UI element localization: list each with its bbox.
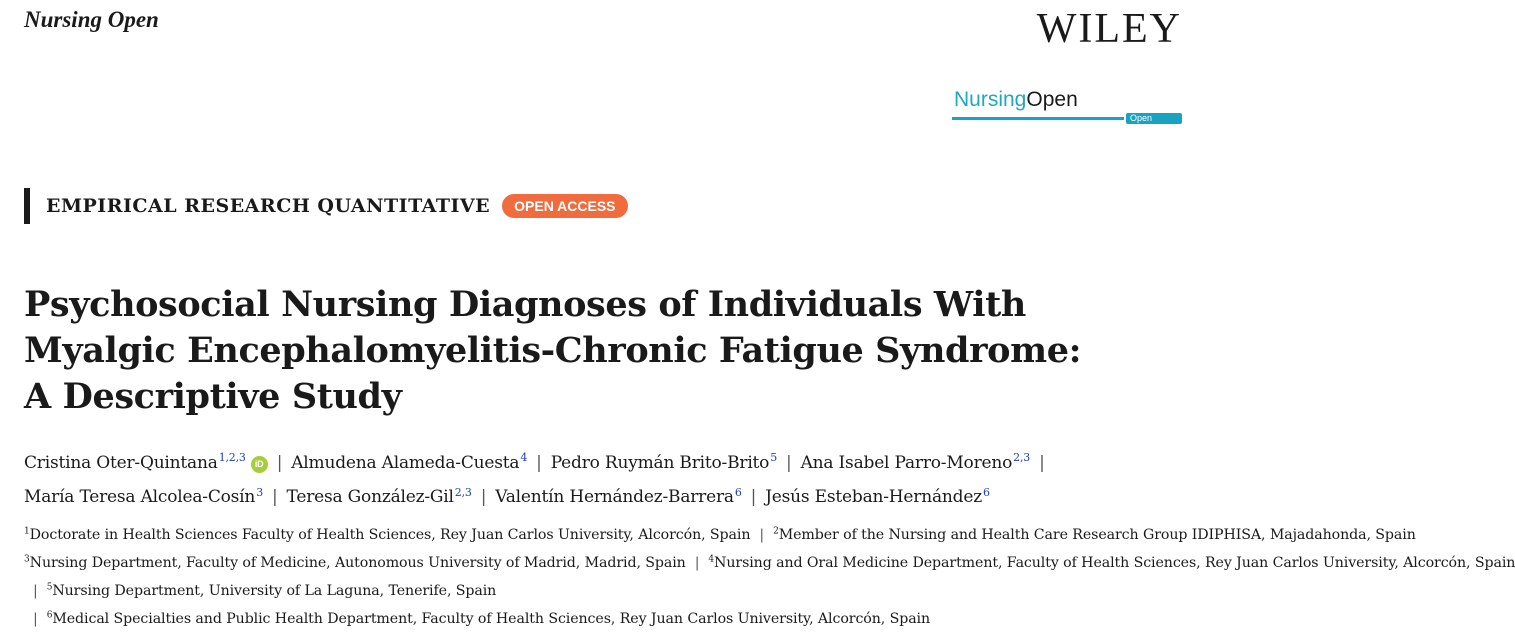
author-separator: | (750, 487, 757, 508)
affiliation (24, 527, 750, 543)
affiliation-separator: | (694, 554, 700, 571)
affiliation-separator: | (33, 611, 38, 628)
affiliation-text: Medical Specialties and Public Health Department, Faculty of Health Sciences, Rey Juan Carlos University, Alcorcón, Spain (52, 611, 931, 628)
author-name-text: Ana Isabel Parro-Moreno (800, 452, 1013, 473)
affiliation (24, 555, 686, 571)
affiliation (708, 555, 1515, 571)
section-bar (24, 188, 30, 224)
author-name[interactable] (291, 453, 527, 473)
author-separator: | (536, 452, 542, 473)
author-line (24, 478, 1184, 513)
affiliation-line (24, 604, 1189, 632)
journal-name[interactable]: Nursing Open (24, 7, 159, 32)
affiliation-number: 1 (24, 526, 30, 536)
affiliation-number: 4 (708, 554, 715, 565)
author-list (24, 443, 1184, 512)
affiliation-separator: | (759, 526, 765, 543)
affiliation (47, 611, 930, 627)
affiliation-ref[interactable]: 4 (520, 451, 528, 464)
affiliation-text: Doctorate in Health Sciences Faculty of Health Sciences, Rey Juan Carlos University, Alcorcón, Spain (29, 526, 751, 543)
article-title (24, 282, 1174, 420)
affiliation-ref[interactable]: 2,3 (1013, 451, 1031, 464)
article-section-header (24, 188, 628, 224)
author-name-text: Cristina Oter-Quintana (24, 452, 218, 473)
journal-brand-logo[interactable] (952, 88, 1182, 134)
affiliation-ref[interactable]: 6 (734, 485, 742, 499)
affiliation-ref[interactable]: 3 (256, 485, 263, 499)
affiliation-ref[interactable]: 6 (982, 485, 990, 499)
brand-underline (952, 117, 1124, 120)
author-line (24, 443, 1184, 478)
affiliation-separator: | (33, 583, 38, 600)
author-separator: | (786, 452, 792, 473)
author-name[interactable] (551, 453, 777, 473)
brand-open-access-tag: Open Access (1126, 113, 1182, 124)
author-name-text: Teresa González-Gil (286, 487, 454, 508)
journal-brand-text (954, 88, 1078, 112)
affiliation-number: 2 (773, 526, 779, 536)
author-separator: | (276, 452, 283, 473)
author-separator: | (480, 487, 487, 508)
affiliation (773, 527, 1416, 543)
author-name[interactable] (495, 487, 741, 507)
affiliation-text: Nursing and Oral Medicine Department, Faculty of Health Sciences, Rey Juan Carlos University, Alcorcón, Spain (714, 554, 1515, 571)
author-separator: | (272, 487, 278, 508)
author-separator: | (1039, 452, 1045, 473)
article-type-label: EMPIRICAL RESEARCH QUANTITATIVE (46, 195, 491, 217)
author-name-text: Valentín Hernández-Barrera (495, 487, 734, 508)
author-name-text: Almudena Alameda-Cuesta (291, 452, 520, 473)
publisher-logo[interactable]: WILEY (1036, 6, 1182, 52)
author-name-text: Jesús Esteban-Hernández (765, 487, 982, 508)
affiliation-text: Nursing Department, University of La Laguna, Tenerife, Spain (52, 583, 497, 600)
brand-part-nursing: Nursing (954, 88, 1027, 111)
affiliation-ref[interactable]: 1,2,3 (218, 451, 246, 464)
author-name-text: María Teresa Alcolea-Cosín (24, 487, 256, 508)
affiliation-number: 5 (46, 582, 53, 593)
affiliation-line (24, 519, 1416, 547)
affiliation-number: 3 (24, 554, 30, 565)
title-line: Psychosocial Nursing Diagnoses of Individuals With (24, 284, 1026, 325)
affiliation-line (24, 575, 1189, 603)
affiliation-number: 6 (46, 610, 53, 621)
affiliation-ref[interactable]: 2,3 (454, 485, 472, 499)
author-name[interactable] (24, 453, 268, 473)
open-access-badge: OPEN ACCESS (502, 194, 627, 218)
affiliation-line (24, 547, 1515, 575)
author-name[interactable] (24, 487, 263, 507)
brand-part-open: Open (1026, 88, 1078, 111)
affiliation-text: Nursing Department, Faculty of Medicine, Autonomous University of Madrid, Madrid, Spain (29, 554, 686, 571)
affiliation-text: Member of the Nursing and Health Care Research Group IDIPHISA, Majadahonda, Spain (778, 526, 1416, 543)
author-name[interactable] (801, 453, 1030, 473)
author-name[interactable] (287, 487, 472, 507)
title-line: Myalgic Encephalomyelitis-Chronic Fatigue Syndrome: (24, 330, 1082, 371)
title-line: A Descriptive Study (24, 376, 402, 417)
affiliation (47, 583, 497, 599)
orcid-icon[interactable]: iD (251, 456, 268, 473)
author-name-text: Pedro Ruymán Brito-Brito (550, 452, 770, 473)
affiliation-ref[interactable]: 5 (770, 451, 778, 464)
affiliation-list (24, 519, 1515, 632)
author-name[interactable] (765, 487, 990, 507)
